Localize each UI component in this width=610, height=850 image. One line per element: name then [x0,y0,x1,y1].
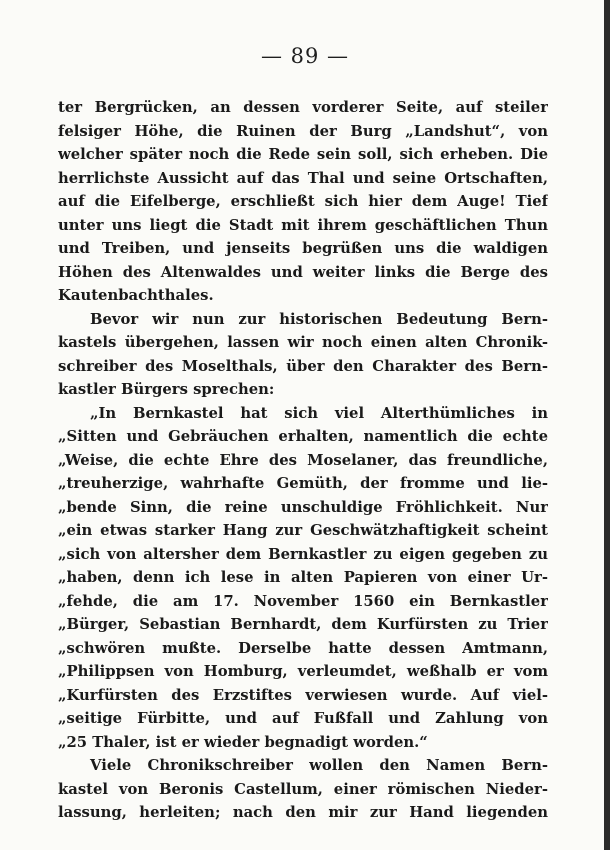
text-line: kastler Bürgers sprechen: [58,381,275,398]
text-line: felsiger Höhe, die Ruinen der Burg „Landshut“, von [58,122,548,140]
text-line: welcher später noch die Rede sein soll, sich erheben. Die [58,146,548,163]
text-line: lassung, herleiten; nach den mir zur Hand liegenden [58,804,548,821]
text-line: „sich von altersher dem Bernkastler zu eigen gegeben zu [58,545,548,563]
text-line: „Bürger, Sebastian Bernhardt, dem Kurfürsten zu Trier [58,616,548,633]
text-line: herrlichste Aussicht auf das Thal und seine Ortschaften, [58,169,548,187]
text-line: ter Bergrücken, an dessen vorderer Seite, auf steiler [58,99,548,116]
text-line: Kautenbachthales. [58,287,214,304]
text-line: „ein etwas starker Hang zur Geschwätzhaftigkeit scheint [58,522,548,539]
text-line: „treuherzige, wahrhafte Gemüth, der fromme und lie- [58,475,548,492]
scan-edge [604,0,610,850]
body-text [58,96,548,825]
text-line: und Treiben, und jenseits begrüßen uns die waldigen [58,240,548,257]
text-line: „Kurfürsten des Erzstiftes verwiesen wurde. Auf viel- [58,686,548,704]
text-line: „Sitten und Gebräuchen erhalten, namentlich die echte [58,428,548,445]
text-line: „bende Sinn, die reine unschuldige Fröhlichkeit. Nur [58,498,548,516]
text-line: auf die Eifelberge, erschließt sich hier dem Auge! Tief [58,193,548,210]
text-line: kastel von Beronis Castellum, einer römischen Nieder- [58,780,548,798]
text-line: „25 Thaler, ist er wieder begnadigt worden.“ [58,733,428,751]
text-line: „schwören mußte. Derselbe hatte dessen Amtmann, [58,639,548,657]
page-number: — 89 — [260,44,350,68]
text-line: unter uns liegt die Stadt mit ihrem geschäftlichen Thun [58,216,548,234]
text-line: Bevor wir nun zur historischen Bedeutung Bern- [90,310,548,328]
text-line: „In Bernkastel hat sich viel Alterthümliches in [90,404,548,422]
text-line: „haben, denn ich lese in alten Papieren von einer Ur- [58,569,548,586]
text-line: „seitige Fürbitte, und auf Fußfall und Zahlung von [58,710,548,727]
text-line: Viele Chronikschreiber wollen den Namen Bern- [90,757,548,774]
text-line: „fehde, die am 17. November 1560 ein Bernkastler [58,592,548,610]
text-line: „Weise, die echte Ehre des Moselaner, das freundliche, [58,451,548,469]
text-line: Höhen des Altenwaldes und weiter links die Berge des [58,263,548,281]
text-line: schreiber des Moselthals, über den Charakter des Bern- [58,357,548,375]
text-line: kastels übergehen, lassen wir noch einen alten Chronik- [58,334,548,351]
text-line: „Philippsen von Homburg, verleumdet, weßhalb er vom [58,663,548,680]
